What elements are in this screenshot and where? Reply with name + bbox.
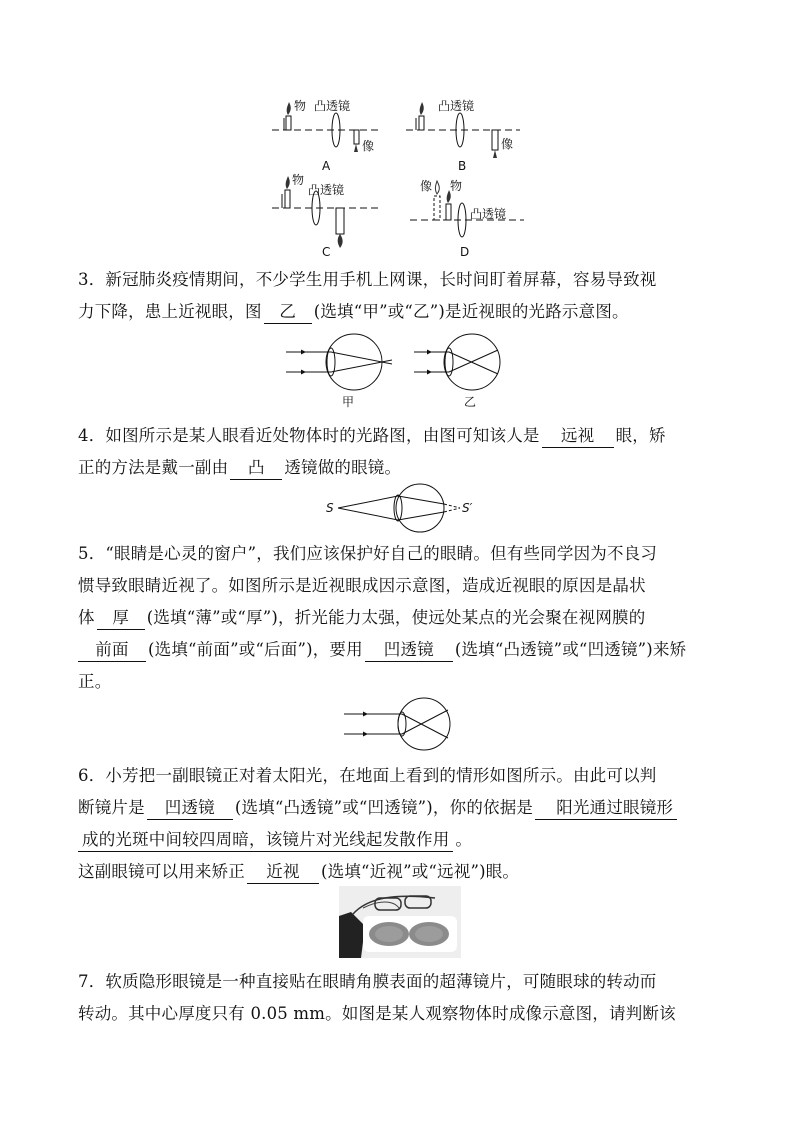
question-5-line-3 [78,602,718,634]
text-segment: 体 [78,608,95,627]
question-7 [78,966,718,1030]
answer-blank: 成的光斑中间较四周暗，该镜片对光线起发散作用 [78,829,453,852]
text-segment: 眼，矫 [615,426,666,445]
text-segment: 透镜做的眼镜。 [284,458,402,477]
hyperopia-light-path-figure [324,482,484,538]
question-5-line-5: 正。 [78,672,112,691]
question-5-line-1: 5．“眼睛是心灵的窗户”，我们应该保护好自己的眼睛。但有些同学因为不良习 [78,544,658,563]
text-segment: (选填“凸透镜”或“凹透镜”)来矫 [454,640,687,659]
text-segment: (选填“前面”或“后面”)，要用 [148,640,363,659]
question-4-line-2 [78,452,718,484]
question-5 [78,538,718,698]
question-6-line-1: 6．小芳把一副眼镜正对着太阳光，在地面上看到的情形如图所示。由此可以判 [78,766,657,785]
question-4-line-1 [78,420,718,452]
object-label: 物 [450,179,463,193]
option-label: A [322,159,331,173]
text-segment: (选填“甲”或“乙”)是近视眼的光路示意图。 [313,302,629,321]
question-3 [78,264,718,328]
text-segment: (选填“薄”或“厚”)，折光能力太强，使远处某点的光会聚在视网膜的 [146,608,646,627]
text-segment: 。 [455,830,473,849]
answer-blank: 凹透镜 [147,797,233,820]
answer-blank: 凹透镜 [365,639,453,662]
lens-label: 凸透镜 [470,207,507,221]
answer-blank: 阳光通过眼镜形 [535,797,677,820]
question-7-line-2: 转动。其中心厚度只有 0.05 mm。如图是某人观察物体时成像示意图，请判断该 [78,1004,676,1023]
question-3-line-2 [78,296,718,328]
option-label: B [458,159,467,173]
source-label: S [326,501,334,515]
image-point-label: S′ [462,501,473,515]
question-6 [78,760,718,888]
text-segment: 4．如图所示是某人眼看近处物体时的光路图，由图可知该人是 [78,426,540,445]
text-segment: (选填“凸透镜”或“凹透镜”)，你的依据是 [234,798,534,817]
question-4 [78,420,718,484]
lens-label: 凸透镜 [438,99,475,113]
glasses-sunlight-photo [339,886,461,958]
myopia-cause-figure [340,696,456,754]
lens-label: 凸透镜 [308,183,345,197]
text-segment: 力下降，患上近视眼，图 [78,302,262,321]
image-label: 像 [420,179,433,193]
question-5-line-2: 惯导致眼睛近视了。如图所示是近视眼成因示意图，造成近视眼的原因是晶状 [78,576,646,595]
answer-blank: 乙 [264,301,312,324]
question-6-line-3 [78,824,718,856]
answer-blank: 凸 [230,457,282,480]
answer-blank: 厚 [97,607,145,630]
object-label: 物 [292,173,305,187]
answer-blank: 远视 [542,425,614,448]
question-5-line-4 [78,634,718,666]
option-label: C [322,245,331,259]
question-7-line-1: 7．软质隐形眼镜是一种直接贴在眼睛角膜表面的超薄镜片，可随眼球的转动而 [78,972,657,991]
text-segment: 断镜片是 [78,798,145,817]
answer-blank: 近视 [247,861,319,884]
convex-lens-figure-a [270,96,390,178]
question-6-line-2 [78,792,718,824]
image-label: 像 [362,139,375,153]
figure-caption-yi: 乙 [464,395,477,409]
question-3-line-1: 3．新冠肺炎疫情期间，不少学生用手机上网课，长时间盯着屏幕，容易导致视 [78,270,657,289]
text-segment: 这副眼镜可以用来矫正 [78,862,245,881]
option-label: D [460,245,470,259]
figure-caption-jia: 甲 [342,395,355,409]
convex-lens-figure-c [270,174,390,260]
convex-lens-figure-b [404,96,524,178]
text-segment: (选填“近视”或“远视”)眼。 [321,862,520,881]
convex-lens-figure-d [408,174,528,260]
eye-light-path-figure [284,330,514,410]
image-label: 像 [501,137,514,151]
object-label: 物 [294,99,307,113]
lens-label: 凸透镜 [314,99,351,113]
question-6-line-4 [78,856,718,888]
text-segment: 正的方法是戴一副由 [78,458,229,477]
answer-blank: 前面 [78,639,146,662]
